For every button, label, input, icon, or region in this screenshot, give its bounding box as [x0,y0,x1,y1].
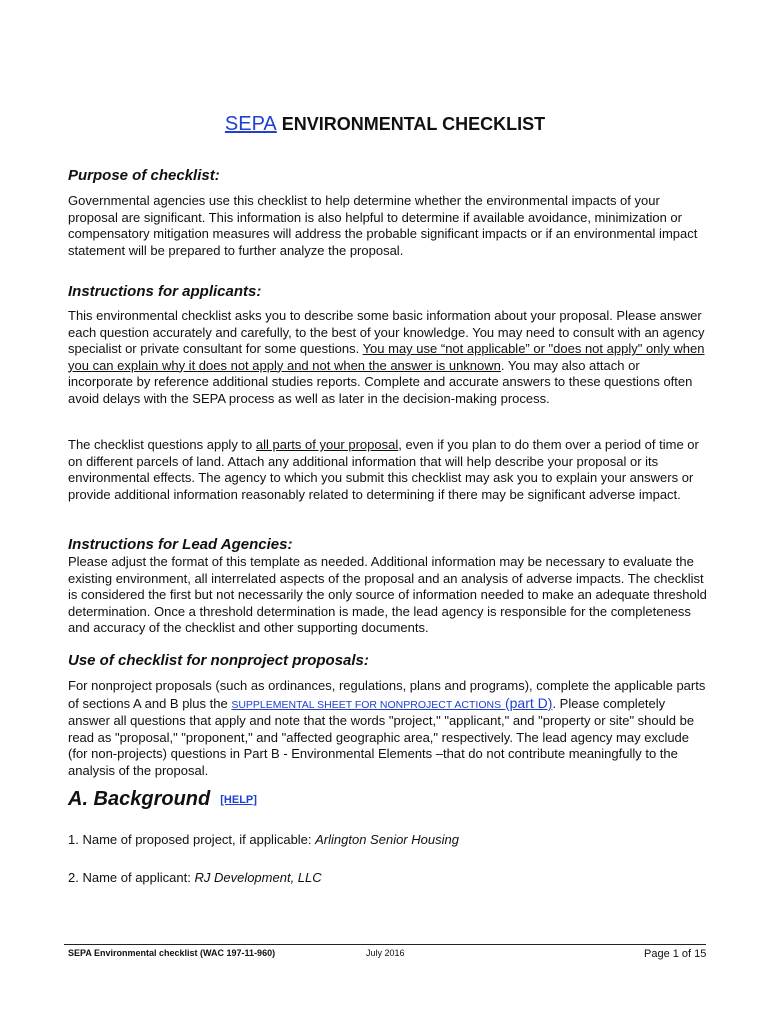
footer-form-id: SEPA Environmental checklist (WAC 197-11-960) [68,948,276,958]
applicants-p1-text-end: . You may also attach or incorporate by reference additional studies reports. Complete and accurate answers to these questions often avoid delays with the SEPA process as well as later in the decision-making process. [68,357,693,406]
applicants-p2-text-end: , even if you plan to do them over a period of time or on different parcels of land. Attach any additional information that will help describe your proposal or its environmental effects. The agency to which you submit this checklist may ask you to explain your answers or provide additional information reasonably related to determining if there may be significant adverse impact. [68,437,699,502]
question-2 [68,870,322,885]
page-title [0,113,770,136]
applicants-p2-underlined: all parts of your proposal [255,437,399,452]
supplemental-sheet-link-label: SUPPLEMENTAL SHEET FOR NONPROJECT ACTIONS [231,698,502,711]
lead-agencies-text: Please adjust the format of this template as needed. Additional information may be necessary to evaluate the existing environment, all interrelated aspects of the proposal and an analysis of adverse impacts. The checklist is considered the first but not necessarily the only source of information needed to make an adequate threshold determination. Once a threshold determination is made, the lead agency is responsible for the completeness and accuracy of the checklist and other supporting documents. [68,554,707,635]
purpose-heading: Purpose of checklist: [68,167,220,184]
nonproject-text [68,678,708,779]
question-1 [68,832,459,847]
applicants-p1-underlined: You may use “not applicable” or "does not apply" only when you can explain why it does not apply and not when the answer is unknown [68,341,705,373]
title-text: ENVIRONMENTAL CHECKLIST [276,114,546,134]
section-a-title: A. Background [68,788,211,810]
section-a-heading [68,788,257,811]
question-1-label: 1. Name of proposed project, if applicable: [68,832,316,847]
applicants-p1-text: This environmental checklist asks you to describe some basic information about your proposal. Please answer each question accurately and carefully, to the best of your knowledge. You may need to consult with an agency specialist or private consultant for some questions. [68,308,705,356]
question-2-label: 2. Name of applicant: [68,870,195,885]
footer-date: July 2016 [366,948,405,958]
sepa-link[interactable]: SEPA [224,113,277,135]
applicants-paragraph-2 [68,437,708,503]
nonproject-heading: Use of checklist for nonproject proposals: [68,652,369,669]
supplemental-sheet-link[interactable] [231,696,552,711]
nonproject-text-end: . Please completely answer all questions that apply and note that the words "project," "applicant," and "property or site" should be read as "proposal," "proponent," and "affected geographic area," respectively. The lead agency may exclude (for non-projects) questions in Part B - Environmental Elements –that do not contribute meaningfully to the analysis of the proposal. [68,695,695,778]
part-d-link-label: (part D) [501,694,553,711]
question-2-answer: RJ Development, LLC [194,870,322,885]
nonproject-text-start: For nonproject proposals (such as ordinances, regulations, plans and programs), complete the applicable parts of sections A and B plus the [68,678,706,711]
applicants-paragraph-1 [68,308,708,407]
help-link[interactable]: [HELP] [220,793,257,806]
question-1-answer: Arlington Senior Housing [315,832,459,847]
applicants-heading: Instructions for applicants: [68,283,262,300]
footer-page-number: Page 1 of 15 [644,948,707,960]
applicants-p2-text: The checklist questions apply to [68,437,256,452]
lead-agencies-heading: Instructions for Lead Agencies: [68,536,293,553]
purpose-text: Governmental agencies use this checklist to help determine whether the environmental impacts of your proposal are significant. This information is also helpful to determine if available avoidance, minimization or compensatory mitigation measures will address the probable significant impacts or if an environmental impact statement will be prepared to further analyze the proposal. [68,193,698,258]
footer-divider [64,944,706,945]
